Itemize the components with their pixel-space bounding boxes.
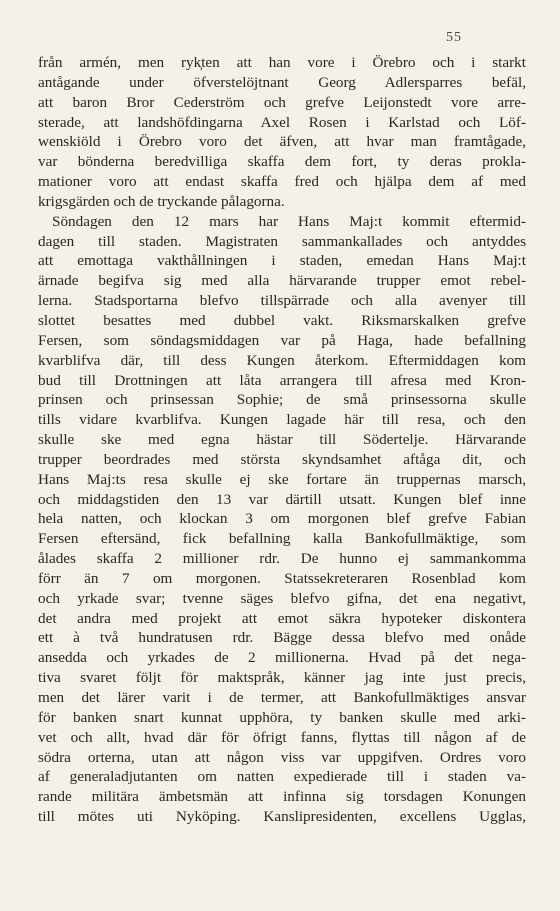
text-line: lerna. Stadsportarna blefvo tillspärrade och alla avenyer till <box>38 292 526 310</box>
text-line: det andra med projekt att emot säkra hypoteker diskontera <box>38 609 526 627</box>
text-line: och middagstiden den 13 var därtill utsatt. Kungen blef inne <box>38 490 526 508</box>
text-line: och yrkade svar; tvenne säges blefvo gifna, det ena negativt, <box>38 589 526 607</box>
text-line: förr än 7 om morgonen. Statssekreteraren Rosenblad kom <box>38 569 526 587</box>
text-line: krigsgärden och de tryckande pålagorna. <box>38 192 285 210</box>
text-line: prinsen och prinsessan Sophie; de små prinsessorna skulle <box>38 391 526 409</box>
text-line: tills vidare kvarblifva. Kungen lagade här till resa, och den <box>38 411 526 429</box>
text-line: bud till Drottningen att låta arrangera till afresa med Kron- <box>38 371 526 389</box>
text-line: Hans Maj:ts resa skulle ej ske fortare än truppernas marsch, <box>38 470 526 488</box>
body-text <box>38 53 526 827</box>
text-line: ärnade begifva sig med alla härvarande trupper emot rebel- <box>38 272 526 290</box>
text-line: hela natten, och klockan 3 om morgonen blef grefve Fabian <box>38 510 526 528</box>
text-line: ansedda och yrkades de 2 millionerna. Hvad på det nega- <box>38 649 526 667</box>
text-line: sterade, att landshöfdingarna Axel Rosen i Karlstad och Löf- <box>38 113 526 131</box>
page-number: 55 <box>446 30 462 45</box>
text-line: ett à två hundratusen rdr. Bägge dessa blefvo med onåde <box>38 629 526 647</box>
text-line: skulle ske med egna hästar till Södertelje. Härvarande <box>38 431 526 449</box>
text-line: för banken snart kunnat upphöra, ty banken skulle med arki- <box>38 708 526 726</box>
text-line: Fersen eftersänd, fick befallning kalla Bankofullmäktige, som <box>38 530 526 548</box>
text-line: men det lärer varit i de termer, att Bankofullmäktiges ansvar <box>38 689 526 706</box>
text-line: antågande under öfverstelöjtnant Georg Adlersparres befäl, <box>38 73 526 91</box>
text-line: rande militära ämbetsmän att infinna sig torsdagen Konungen <box>38 788 526 806</box>
text-line: att emottaga vakthållningen i staden, emedan Hans Maj:t <box>38 252 526 270</box>
text-line: ålades skaffa 2 millioner rdr. De hunno ej sammankomma <box>38 550 526 568</box>
text-line: af generaladjutanten om natten expedierade till i staden va- <box>38 768 526 786</box>
text-line: slottet besattes med dubbel vakt. Riksmarskalken grefve <box>38 311 526 329</box>
text-line: trupper beordrades med största skyndsamhet aftåga dit, och <box>38 450 526 468</box>
text-line: wenskiöld i Örebro voro det äfven, att hvar man framtågade, <box>38 133 526 151</box>
text-line: Fersen, som söndagsmiddagen var på Haga, hade befallning <box>38 331 526 349</box>
text-line: till mötes uti Nyköping. Kanslipresidenten, excellens Ugglas, <box>38 808 526 826</box>
text-line: mationer voro att endast skaffa fred och hjälpa dem af med <box>38 173 526 191</box>
text-line: att baron Bror Cederström och grefve Leijonstedt vore arre- <box>38 93 526 111</box>
text-line: vet och allt, hvad där för öfrigt fanns, flyttas till någon af de <box>38 728 526 746</box>
text-line: södra orterna, utan att någon viss var uppgifven. Ordres voro <box>38 748 526 766</box>
text-line: från armén, men ryk̦ten att han vore i Örebro och i starkt <box>38 54 526 71</box>
text-line: dagen till staden. Magistraten sammankallades och antyddes <box>38 232 526 250</box>
text-line: Söndagen den 12 mars har Hans Maj:t kommit eftermid- <box>52 212 526 230</box>
text-line: kvarblifva där, till dess Kungen återkom. Eftermiddagen kom <box>38 351 526 369</box>
text-line: tiva svaret följt för maktspråk, känner jag inte just precis, <box>38 669 526 687</box>
text-line: var bönderna beredvilliga skaffa dem fort, ty deras prokla- <box>38 153 526 171</box>
